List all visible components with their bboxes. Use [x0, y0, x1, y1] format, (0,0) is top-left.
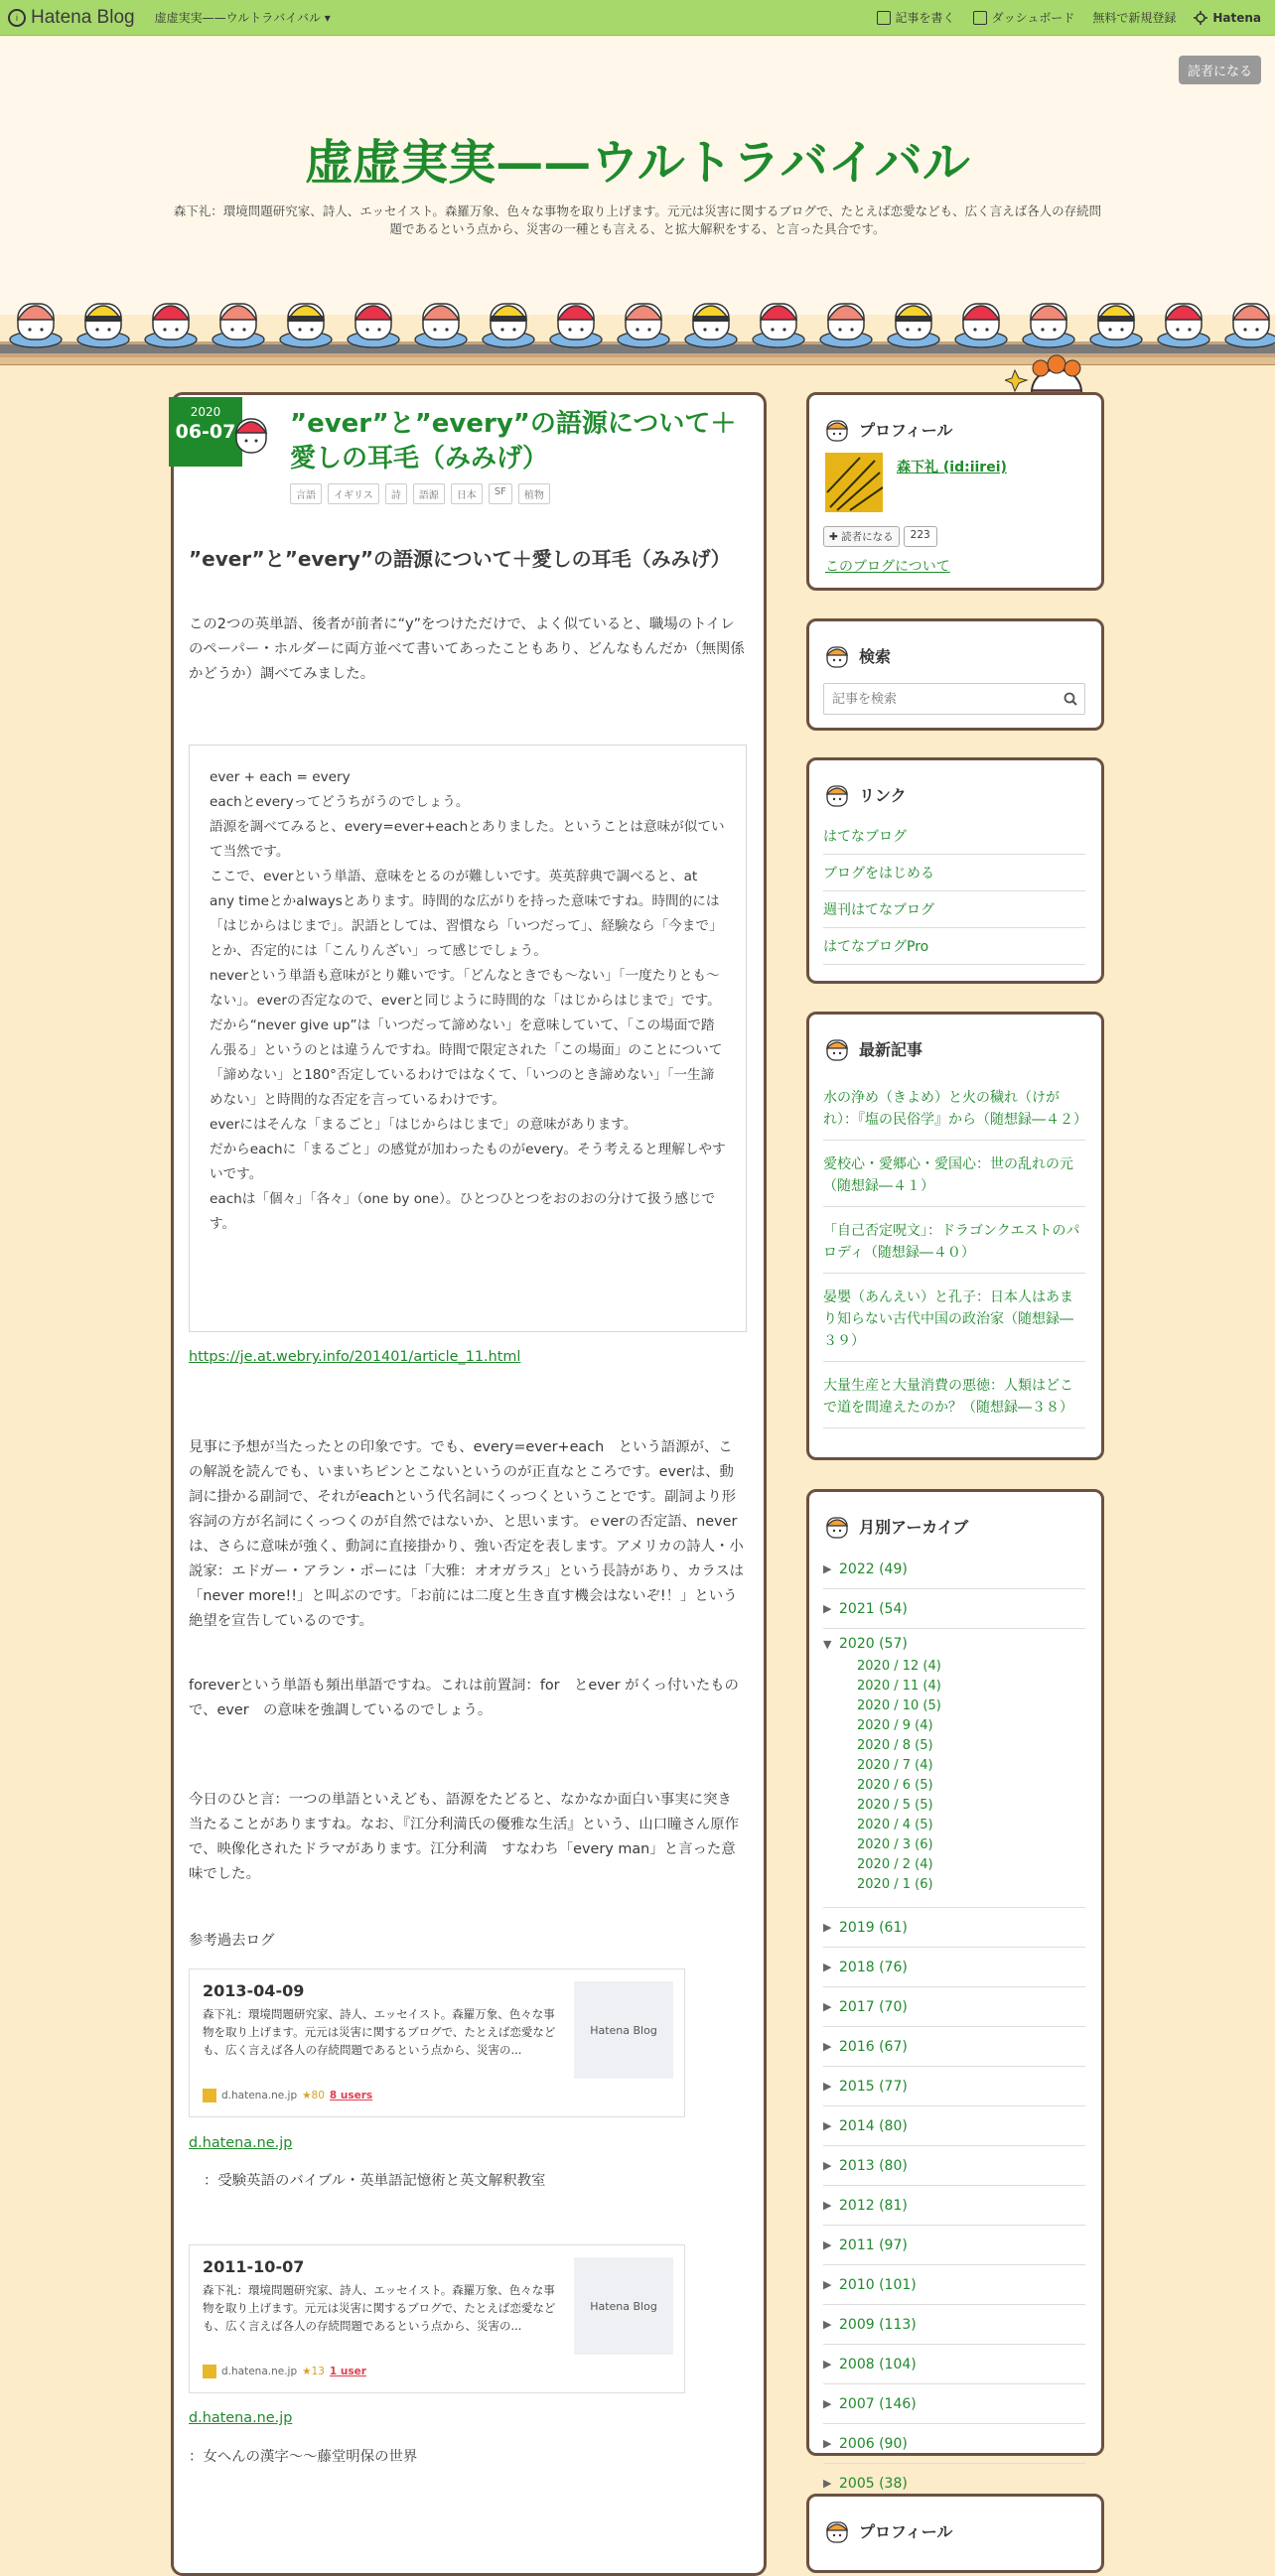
sidebar-link[interactable]: はてなブログ [823, 829, 907, 845]
archive-year-link[interactable]: 2008 (104) [839, 2356, 917, 2373]
sushi-icon [823, 1512, 851, 1540]
archive-month-link[interactable]: 2020 / 5 (5) [857, 1798, 933, 1813]
archive-year [823, 1629, 1085, 1659]
past-log-label: 参考過去ログ [189, 1933, 275, 1949]
source-link[interactable]: https://je.at.webry.info/201401/article_11.html [189, 1349, 521, 1365]
paragraph-2: foreverという単語も頻出単語ですね。これは前置詞：for とever がくっ付いたもので、ever の意味を強調しているのでしょう。 [189, 1678, 739, 1718]
archive-month-link[interactable]: 2020 / 12 (4) [857, 1659, 941, 1674]
archive-year [823, 1550, 1085, 1589]
archive-year [823, 2146, 1085, 2186]
archive-year [823, 1987, 1085, 2027]
archive-month-link[interactable]: 2020 / 7 (4) [857, 1758, 933, 1773]
entry-date: 06-07 [175, 421, 236, 443]
archive-year-link[interactable]: 2015 (77) [839, 2078, 908, 2095]
caret-right-icon[interactable]: ▶ [823, 2000, 832, 2013]
search-icon[interactable] [1063, 692, 1077, 706]
archive-year-link[interactable]: 2013 (80) [839, 2157, 908, 2174]
recent-entry-link[interactable]: 晏嬰（あんえい）と孔子：日本人はあまり知らない古代中国の政治家（随想録―３９） [823, 1289, 1073, 1349]
paragraph-3: 今日のひと言：一つの単語といえども、語源をたどると、なかなか面白い事実に突き当たることがありますね。なお、『江分利満氏の優雅な生活』という、山口瞳さん原作で、映像化されたドラマがあります。江分利満 すなわち「every man」と言った意味でした。 [189, 1792, 740, 1882]
hatena-topbar [0, 0, 1275, 36]
card-domain: d.hatena.ne.jp [221, 2366, 298, 2377]
tag-chip[interactable]: 日本 [451, 483, 483, 504]
dashboard-icon [973, 11, 987, 25]
card-users[interactable]: 8 users [329, 2090, 373, 2101]
hatena-logo-icon: i [8, 9, 26, 27]
sushi-icon [234, 415, 268, 455]
archive-year-link[interactable]: 2006 (90) [839, 2435, 908, 2452]
favicon-icon [203, 2365, 216, 2378]
archive-year-link[interactable]: 2007 (146) [839, 2395, 917, 2412]
caret-right-icon[interactable]: ▶ [823, 1562, 832, 1575]
archive-year [823, 2424, 1085, 2464]
caret-right-icon[interactable]: ▶ [823, 2278, 832, 2291]
card-description: 森下礼：環境問題研究家、詩人、エッセイスト。森羅万象、色々な事物を取り上げます。元元は災害に関するブログで、たとえば恋愛なども、広く言えば各人の存続問題であるという点から、災害の... [203, 2283, 556, 2333]
quote-line: だからeachに「まるごと」の感覚が加わったものがevery。そう考えると理解しやすいです。 [210, 1142, 726, 1182]
archive-year-link[interactable]: 2022 (49) [839, 1560, 908, 1577]
about-blog-link[interactable]: このブログについて [825, 559, 950, 575]
card-stars: ★13 [302, 2366, 325, 2377]
entry-heading: ”ever”と”every”の語源について＋愛しの耳毛（みみげ） [189, 547, 731, 571]
blockquote [189, 745, 747, 1332]
card-caption: ：受験英語のバイブル・英単語記憶術と英文解釈教室 [204, 2173, 546, 2189]
caret-right-icon[interactable]: ▶ [823, 2040, 832, 2053]
caret-right-icon[interactable]: ▶ [823, 2238, 832, 2251]
recent-entry-link[interactable]: 愛校心・愛郷心・愛国心：世の乱れの元（随想録―４１） [823, 1156, 1073, 1194]
card-link[interactable]: d.hatena.ne.jp [189, 2135, 293, 2151]
card-thumbnail: Hatena Blog [574, 2257, 673, 2355]
subscribe-small-button[interactable]: ✚ 読者になる [823, 526, 900, 547]
card-description: 森下礼：環境問題研究家、詩人、エッセイスト。森羅万象、色々な事物を取り上げます。元元は災害に関するブログで、たとえば恋愛なども、広く言えば各人の存続問題であるという点から、災害の... [203, 2007, 556, 2057]
tag-chip[interactable]: 言語 [290, 483, 322, 504]
card-date: 2011-10-07 [203, 2257, 305, 2276]
archive-year [823, 1589, 1085, 1629]
quote-line: eachは「個々」「各々」（one by one）。ひとつひとつをおのおの分けて扱う感じです。 [210, 1191, 716, 1232]
sushi-icon [823, 1034, 851, 1062]
entry-date-badge [169, 375, 266, 467]
quote-line: everにはそんな「まるごと」「はじからはじまで」の意味があります。 [210, 1117, 638, 1133]
quote-line: 語源を調べてみると、every=ever+eachとありました。ということは意味が似ていて当然です。 [210, 819, 725, 860]
archive-month-link[interactable]: 2020 / 6 (5) [857, 1778, 933, 1793]
archive-month-link[interactable]: 2020 / 3 (6) [857, 1837, 933, 1852]
sushi-icon [823, 641, 851, 669]
card-caption: ：女へんの漢字～～藤堂明保の世界 [189, 2449, 418, 2465]
card-stars: ★80 [302, 2090, 325, 2101]
recent-entry-link[interactable]: 大量生産と大量消費の悪徳：人類はどこで道を間違えたのか？（随想録―３８） [823, 1378, 1073, 1416]
archive-year [823, 2027, 1085, 2067]
write-article-link[interactable]: 記事を書く [877, 9, 955, 26]
embed-card[interactable] [189, 1968, 685, 2117]
links-module: リンク はてなブログ ブログをはじめる 週刊はてなブログ はてなブログPro [806, 757, 1104, 984]
archive-year [823, 2226, 1085, 2265]
sidebar-link[interactable]: ブログをはじめる [823, 866, 934, 881]
avatar[interactable] [825, 453, 883, 512]
archive-year [823, 2186, 1085, 2226]
archive-year-link[interactable]: 2005 (38) [839, 2475, 908, 2492]
archive-year-link[interactable]: 2016 (67) [839, 2038, 908, 2055]
blog-header [0, 37, 1275, 315]
hatena-link[interactable]: Hatena [1194, 11, 1261, 25]
caret-right-icon[interactable]: ▶ [823, 2318, 832, 2331]
archive-year [823, 1908, 1085, 1948]
quote-line: neverという単語も意味がとり難いです。「どんなときでも～ない」「一度たりとも～ない」。everの否定なので、everと同じように時間的な「はじからはじまで」です。 [210, 968, 721, 1009]
archive-months [823, 1659, 1085, 1908]
card-link[interactable]: d.hatena.ne.jp [189, 2410, 293, 2426]
card-domain: d.hatena.ne.jp [221, 2090, 298, 2101]
search-module: 検索 記事を検索 [806, 618, 1104, 731]
entry-year: 2020 [190, 405, 221, 419]
tag-chip[interactable]: 植物 [518, 483, 550, 504]
card-thumbnail: Hatena Blog [574, 1981, 673, 2079]
archive-month-link[interactable]: 2020 / 11 (4) [857, 1679, 941, 1694]
archive-year-link[interactable]: 2021 (54) [839, 1600, 908, 1617]
caret-right-icon[interactable]: ▶ [823, 2080, 832, 2093]
blog-select[interactable]: 虚虚実実——ウルトラバイバル ▾ [154, 11, 331, 25]
blog-description: 森下礼：環境問題研究家、詩人、エッセイスト。森羅万象、色々な事物を取り上げます。元元は災害に関するブログで、たとえば恋愛なども、広く言えば各人の存続問題であるという点から、災害の一種とも言える、と拡大解釈をする、と言った具合です。 [173, 203, 1102, 236]
recent-entries-module: 最新記事 水の浄め（きよめ）と火の穢れ（けがれ）：『塩の民俗学』から（随想録―４２） 愛校心・愛郷心・愛国心：世の乱れの元（随想録―４１） 「自己否定呪文」：ドラゴンクエストのパロディ（随想録―４０） 晏嬰（あんえい）と孔子：日本人はあまり知らない古代中国の政治家（随想録―３９） 大量生産と大量消費の悪徳：人類はどこで道を間違えたのか？（随想録―３８） [806, 1012, 1104, 1460]
profile-module: プロフィール 森下礼 (id:iirei) ✚ 読者になる 223 このブログについて [806, 392, 1104, 591]
blog-title[interactable]: 虚虚実実——ウルトラバイバル [305, 135, 970, 191]
caret-right-icon[interactable]: ▶ [823, 1602, 832, 1615]
archive-year [823, 2384, 1085, 2424]
archive-year-link[interactable]: 2010 (101) [839, 2276, 917, 2293]
entry-intro: この2つの英単語、後者が前者に“y”をつけただけで、よく似ていると、職場のトイレのペーパー・ホルダーに両方並べて書いてあったこともあり、どんなもんだか（無関係かどうか）調べてみました。 [189, 616, 745, 682]
archive-month-link[interactable]: 2020 / 9 (4) [857, 1718, 933, 1733]
tag-chip[interactable]: 詩 [385, 483, 407, 504]
archive-month-link[interactable]: 2020 / 8 (5) [857, 1738, 933, 1753]
sidebar-link[interactable]: はてなブログPro [823, 939, 929, 955]
archive-year-link[interactable]: 2014 (80) [839, 2117, 908, 2134]
subscribe-button[interactable]: 読者になる [1179, 56, 1261, 84]
favicon-icon [203, 2089, 216, 2102]
archive-year-link[interactable]: 2018 (76) [839, 1959, 908, 1975]
archive-year-link[interactable]: 2017 (70) [839, 1998, 908, 2015]
archive-year-link[interactable]: 2011 (97) [839, 2237, 908, 2253]
dashboard-link[interactable]: ダッシュボード [973, 9, 1075, 26]
pencil-icon [877, 11, 891, 25]
hatena-gear-icon [1194, 11, 1207, 25]
signup-link[interactable]: 無料で新規登録 [1092, 11, 1177, 25]
archive-month-link[interactable]: 2020 / 2 (4) [857, 1857, 933, 1872]
archive-month-link[interactable]: 2020 / 4 (5) [857, 1818, 933, 1832]
sidebar-link[interactable]: 週刊はてなブログ [823, 902, 934, 918]
caret-right-icon[interactable]: ▶ [823, 1961, 832, 1973]
archive-year [823, 1948, 1085, 1987]
recent-entry-link[interactable]: 「自己否定呪文」：ドラゴンクエストのパロディ（随想録―４０） [823, 1223, 1080, 1261]
sushi-icon [823, 780, 851, 808]
caret-right-icon[interactable]: ▶ [823, 2159, 832, 2172]
paragraph-1: 見事に予想が当たったとの印象です。でも、every=ever+each という語源が、この解説を読んでも、いまいちピンとこないというのが正直なところです。everは、動詞に掛かる副詞で、それがeachという代名詞にくっつくということです。副詞より形容詞の方が名詞にくっつくのが自然ではないか、と思います。ｅverの否定語、neverは、さらに意味が強く、動詞に直接掛かり、強い否定を表します。アメリカの詩人・小説家：エドガー・アラン・ポーには「大雅：オオガラス」という長詩があり、カラスは「never more!!」と叫ぶのです。「お前には二度と生き直す機会はないぞ!！」という絶望を宣告しているのです。 [189, 1439, 745, 1629]
card-date: 2013-04-09 [203, 1981, 305, 2000]
tag-chip[interactable]: 語源 [413, 483, 445, 504]
quote-line: ever + each = every [210, 769, 351, 785]
sushi-icon [823, 415, 851, 443]
profile-module-2: プロフィール [806, 2494, 1104, 2573]
archive-year-link[interactable]: 2019 (61) [839, 1919, 908, 1936]
card-users[interactable]: 1 user [329, 2366, 366, 2377]
caret-right-icon[interactable]: ▶ [823, 2437, 832, 2450]
caret-right-icon[interactable]: ▶ [823, 2199, 832, 2212]
recent-entry-link[interactable]: 水の浄め（きよめ）と火の穢れ（けがれ）：『塩の民俗学』から（随想録―４２） [823, 1090, 1087, 1128]
hatena-blog-logo[interactable]: i Hatena Blog [8, 7, 135, 29]
quote-line: eachとeveryってどうちがうのでしょう。 [210, 794, 470, 810]
sushi-decoration [0, 290, 1275, 359]
archive-module: 月別アーカイブ ▶ 2022 (49) ▶ 2021 (54) ▼ 2020 (57) 2020 / 12 (4) 2020 / 11 (4) 2020 / 10 (5) 2020 / 9 (4) 2020 / 8 (5) 2020 / 7 (4) 2020 / 6 (5) 2020 / 5 (5) 2020 / 4 (5) 2020 / 3 (6) 2020 / 2 (4) 2020 / 1 (6) ▶ 2019 (61) ▶ 2018 (76) ▶ 2017 (70) ▶ 2016 (67) ▶ 2015 (77) ▶ 2014 (80) ▶ 2013 (80) ▶ 2012 (81) ▶ 2011 (97) ▶ 2010 (101) ▶ 2009 (113) ▶ 2008 (104) ▶ 2007 (146) ▶ 2006 (90) ▶ 2005 (38) [806, 1489, 1104, 2456]
archive-year [823, 2345, 1085, 2384]
archive-year [823, 2067, 1085, 2106]
caret-right-icon[interactable]: ▶ [823, 2397, 832, 2410]
caret-right-icon[interactable]: ▶ [823, 1921, 832, 1934]
sushi-icon [823, 2516, 851, 2544]
search-input[interactable] [824, 684, 1053, 714]
archive-year-link[interactable]: 2020 (57) [839, 1636, 908, 1652]
tag-chip[interactable]: SF [489, 483, 512, 504]
embed-card[interactable] [189, 2244, 685, 2393]
archive-year [823, 2265, 1085, 2305]
quote-line: だから“never give up”は「いつだって諦めない」を意味していて、「この場面で踏ん張る」というのとは違うんですね。時間で限定された「この場面」のことについて「諦めない」と180°否定しているわけではなくて、「いつのとき諦めない」「一生諦めない」と時間的な否定を言っているわけです。 [210, 1017, 723, 1108]
archive-year [823, 2106, 1085, 2146]
caret-right-icon[interactable]: ▶ [823, 2358, 832, 2371]
archive-month-link[interactable]: 2020 / 10 (5) [857, 1698, 941, 1713]
quote-line: ここで、everという単語、意味をとるのが難しいです。英英辞典で調べると、at any timeとかalwaysとあります。時間的な広がりを持った意味ですね。時間的には「はじからはじまで」。訳語としては、習慣なら「いつだって」、経験なら「今まで」とか、否定的には「こんりんざい」って感じでしょう。 [210, 869, 723, 959]
tag-chip[interactable]: イギリス [328, 483, 379, 504]
archive-year-link[interactable]: 2009 (113) [839, 2316, 917, 2333]
entry-title[interactable]: ”ever”と”every”の語源について＋愛しの耳毛（みみげ） [290, 409, 737, 474]
profile-name-link[interactable]: 森下礼 (id:iirei) [897, 460, 1007, 475]
entry-tags [290, 483, 550, 504]
caret-down-icon[interactable]: ▼ [823, 1637, 832, 1651]
archive-month-link[interactable]: 2020 / 1 (6) [857, 1877, 933, 1892]
archive-year-link[interactable]: 2012 (81) [839, 2197, 908, 2214]
caret-right-icon[interactable]: ▶ [823, 2477, 832, 2490]
archive-year [823, 2305, 1085, 2345]
caret-right-icon[interactable]: ▶ [823, 2119, 832, 2132]
reader-count: 223 [904, 526, 937, 547]
